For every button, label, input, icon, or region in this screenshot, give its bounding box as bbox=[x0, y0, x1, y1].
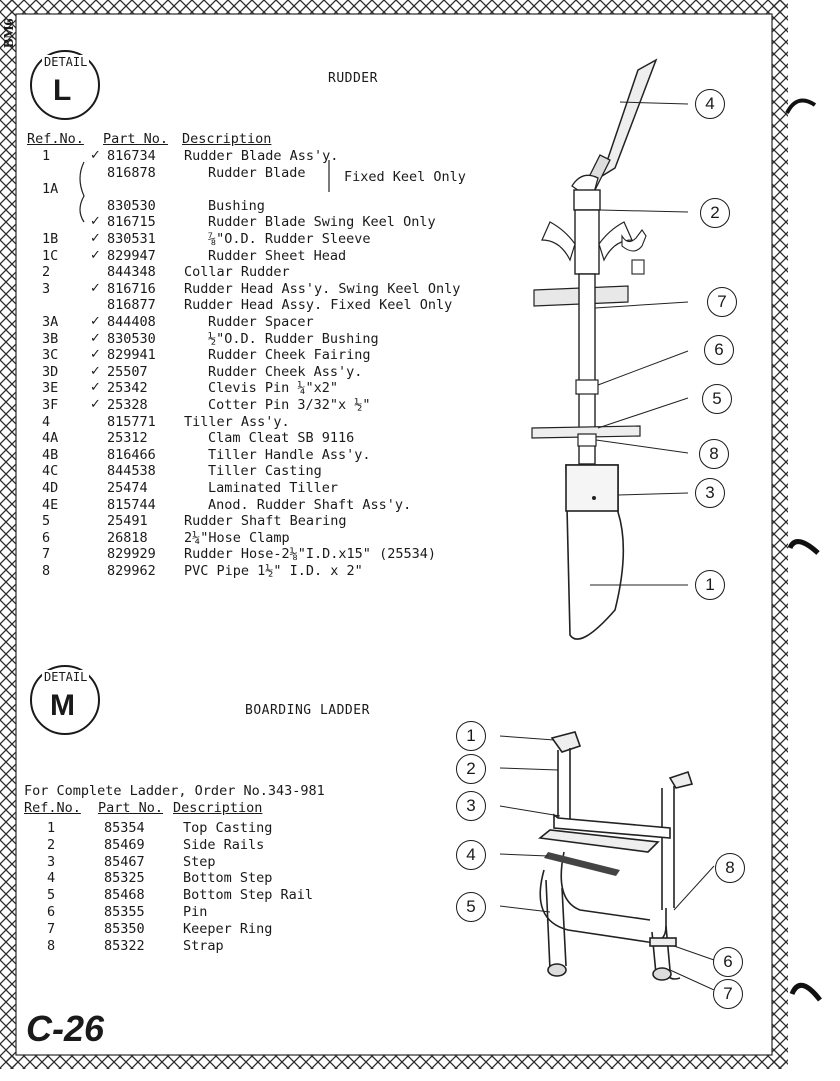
row-part: 830530 bbox=[107, 330, 156, 347]
rudder-callout-2: 2 bbox=[700, 198, 730, 228]
row-ref: 1 bbox=[47, 820, 56, 836]
row-ref: 3D bbox=[42, 363, 59, 380]
row-ref: 8 bbox=[47, 937, 56, 954]
row-part: 25507 bbox=[107, 363, 148, 380]
rudder-callout-6: 6 bbox=[704, 335, 734, 365]
row-desc: Rudder Blade bbox=[208, 164, 306, 181]
row-check-mark: ✓ bbox=[90, 397, 101, 412]
row-desc: Rudder Hose-2⅛"I.D.x15" (25534) bbox=[184, 546, 436, 563]
row-part: 815744 bbox=[107, 496, 156, 513]
row-check-mark: ✓ bbox=[90, 214, 101, 230]
row-part: 829929 bbox=[107, 546, 156, 563]
row-ref: 4D bbox=[42, 480, 59, 496]
row-desc: Bottom Step bbox=[183, 870, 273, 887]
ladder-illustration bbox=[470, 720, 720, 990]
row-ref: 3A bbox=[42, 314, 59, 330]
row-desc: Keeper Ring bbox=[183, 920, 273, 937]
row-part: 25342 bbox=[107, 380, 148, 397]
row-ref: 3 bbox=[47, 853, 56, 870]
order-note: For Complete Ladder, Order No.343-981 bbox=[24, 783, 325, 799]
row-desc: Tiller Ass'y. bbox=[184, 413, 290, 430]
row-desc: Pin bbox=[183, 904, 208, 920]
row-desc: Rudder Cheek Fairing bbox=[208, 347, 371, 364]
row-check-mark: ✓ bbox=[90, 148, 101, 163]
row-check-mark: ✓ bbox=[90, 363, 101, 379]
page-number: C-26 bbox=[26, 1008, 105, 1049]
row-part: 816734 bbox=[107, 148, 156, 164]
row-ref: 5 bbox=[47, 887, 56, 904]
rudder-callout-5: 5 bbox=[702, 384, 732, 414]
row-ref: 4A bbox=[42, 430, 59, 447]
ladder-callout-5: 5 bbox=[456, 892, 486, 922]
row-desc: Tiller Handle Ass'y. bbox=[208, 446, 371, 463]
row-desc: Strap bbox=[183, 937, 224, 954]
row-check-mark: ✓ bbox=[90, 247, 101, 263]
row-desc: Bushing bbox=[208, 197, 265, 214]
row-part: 816466 bbox=[107, 446, 156, 463]
row-part: 85467 bbox=[104, 853, 145, 870]
row-part: 25491 bbox=[107, 513, 148, 530]
row-ref: 5 bbox=[42, 513, 51, 530]
row-desc: Bottom Step Rail bbox=[183, 887, 314, 904]
row-part: 844538 bbox=[107, 463, 156, 480]
row-check-mark: ✓ bbox=[90, 330, 101, 346]
row-part: 85354 bbox=[104, 820, 145, 836]
row-desc: Clevis Pin ¼"x2" bbox=[208, 380, 339, 397]
bracket-lines bbox=[74, 158, 344, 228]
row-desc: Rudder Spacer bbox=[208, 314, 314, 330]
row-desc: Rudder Blade Swing Keel Only bbox=[208, 214, 436, 231]
row-ref: 8 bbox=[42, 563, 51, 579]
row-desc: Rudder Head Assy. Fixed Keel Only bbox=[184, 297, 453, 314]
row-part: 85350 bbox=[104, 920, 145, 937]
detail-m-header-desc: Description bbox=[173, 800, 263, 816]
row-desc: ½"O.D. Rudder Bushing bbox=[208, 330, 379, 347]
row-desc: Rudder Sheet Head bbox=[208, 247, 347, 264]
row-ref: 1B bbox=[42, 231, 59, 247]
rudder-callout-7: 7 bbox=[707, 287, 737, 317]
row-check-mark: ✓ bbox=[90, 231, 101, 246]
row-part: 816878 bbox=[107, 164, 156, 181]
row-part: 85322 bbox=[104, 937, 145, 954]
detail-m-header-ref: Ref.No. bbox=[24, 800, 81, 816]
ladder-callout-3: 3 bbox=[456, 791, 486, 821]
rudder-callout-8: 8 bbox=[699, 439, 729, 469]
rudder-callout-1: 1 bbox=[695, 570, 725, 600]
row-ref: 1C bbox=[42, 247, 59, 264]
row-part: 26818 bbox=[107, 529, 148, 546]
row-part: 816715 bbox=[107, 214, 156, 231]
row-part: 85469 bbox=[104, 836, 145, 853]
row-part: 829962 bbox=[107, 563, 156, 579]
row-desc: Cotter Pin 3/32"x ½" bbox=[208, 397, 371, 413]
row-part: 25328 bbox=[107, 397, 148, 413]
detail-m-badge-letter: M bbox=[50, 689, 75, 722]
rudder-callout-4: 4 bbox=[695, 89, 725, 119]
row-check-mark: ✓ bbox=[90, 347, 101, 363]
row-ref: 2 bbox=[47, 836, 56, 853]
row-ref: 4 bbox=[47, 870, 56, 887]
detail-l-badge-letter: L bbox=[53, 74, 72, 107]
row-desc: Anod. Rudder Shaft Ass'y. bbox=[208, 496, 412, 513]
row-part: 85355 bbox=[104, 904, 145, 920]
detail-l-badge-label: DETAIL bbox=[44, 55, 88, 69]
row-desc: Rudder Shaft Bearing bbox=[184, 513, 347, 530]
row-desc: Rudder Blade Ass'y. bbox=[184, 148, 339, 164]
detail-l-header-desc: Description bbox=[182, 131, 272, 147]
row-ref: 3F bbox=[42, 397, 59, 413]
row-ref: 4C bbox=[42, 463, 59, 480]
detail-l-title: RUDDER bbox=[328, 71, 378, 86]
row-part: 816716 bbox=[107, 280, 156, 297]
detail-l-header-ref: Ref.No. bbox=[27, 131, 84, 147]
fixed-keel-note: Fixed Keel Only bbox=[344, 169, 466, 185]
ladder-callout-7: 7 bbox=[713, 979, 743, 1009]
row-part: 830531 bbox=[107, 231, 156, 247]
row-part: 85468 bbox=[104, 887, 145, 904]
row-desc: Collar Rudder bbox=[184, 264, 290, 281]
row-ref: 6 bbox=[42, 529, 51, 546]
row-desc: ⅞"O.D. Rudder Sleeve bbox=[208, 231, 371, 247]
row-part: 829947 bbox=[107, 247, 156, 264]
row-desc: Step bbox=[183, 853, 216, 870]
detail-m-badge-label: DETAIL bbox=[44, 670, 88, 684]
row-part: 816877 bbox=[107, 297, 156, 314]
row-ref: 7 bbox=[42, 546, 51, 563]
row-ref: 4 bbox=[42, 413, 51, 430]
row-part: 25312 bbox=[107, 430, 148, 447]
row-part: 844348 bbox=[107, 264, 156, 281]
row-check-mark: ✓ bbox=[90, 380, 101, 396]
row-part: 829941 bbox=[107, 347, 156, 364]
side-mark: BM6 bbox=[2, 18, 17, 48]
row-desc: Rudder Cheek Ass'y. bbox=[208, 363, 363, 380]
row-part: 25474 bbox=[107, 480, 148, 496]
row-desc: Side Rails bbox=[183, 836, 265, 853]
row-ref: 2 bbox=[42, 264, 51, 281]
ladder-callout-1: 1 bbox=[456, 721, 486, 751]
detail-m-title: BOARDING LADDER bbox=[245, 703, 370, 718]
row-ref: 4B bbox=[42, 446, 59, 463]
row-ref: 7 bbox=[47, 920, 56, 937]
detail-m-header-part: Part No. bbox=[98, 800, 164, 816]
row-check-mark: ✓ bbox=[90, 280, 101, 296]
row-part: 85325 bbox=[104, 870, 145, 887]
row-ref: 3B bbox=[42, 330, 59, 347]
row-ref: 1A bbox=[42, 181, 59, 198]
detail-l-header-part: Part No. bbox=[103, 131, 169, 147]
row-desc: 2¼"Hose Clamp bbox=[184, 529, 290, 546]
ladder-callout-2: 2 bbox=[456, 754, 486, 784]
row-desc: Tiller Casting bbox=[208, 463, 322, 480]
row-part: 830530 bbox=[107, 197, 156, 214]
row-desc: Laminated Tiller bbox=[208, 480, 339, 496]
ladder-callout-4: 4 bbox=[456, 840, 486, 870]
row-desc: Rudder Head Ass'y. Swing Keel Only bbox=[184, 280, 461, 297]
row-ref: 3 bbox=[42, 280, 51, 297]
row-ref: 3E bbox=[42, 380, 59, 397]
row-check-mark: ✓ bbox=[90, 314, 101, 329]
row-ref: 3C bbox=[42, 347, 59, 364]
row-ref: 4E bbox=[42, 496, 59, 513]
row-desc: Clam Cleat SB 9116 bbox=[208, 430, 355, 447]
row-ref: 1 bbox=[42, 148, 51, 164]
row-desc: PVC Pipe 1½" I.D. x 2" bbox=[184, 563, 363, 579]
ladder-callout-8: 8 bbox=[715, 853, 745, 883]
row-ref: 6 bbox=[47, 904, 56, 920]
row-part: 844408 bbox=[107, 314, 156, 330]
row-desc: Top Casting bbox=[183, 820, 273, 836]
rudder-callout-3: 3 bbox=[695, 478, 725, 508]
ladder-callout-6: 6 bbox=[713, 947, 743, 977]
row-part: 815771 bbox=[107, 413, 156, 430]
